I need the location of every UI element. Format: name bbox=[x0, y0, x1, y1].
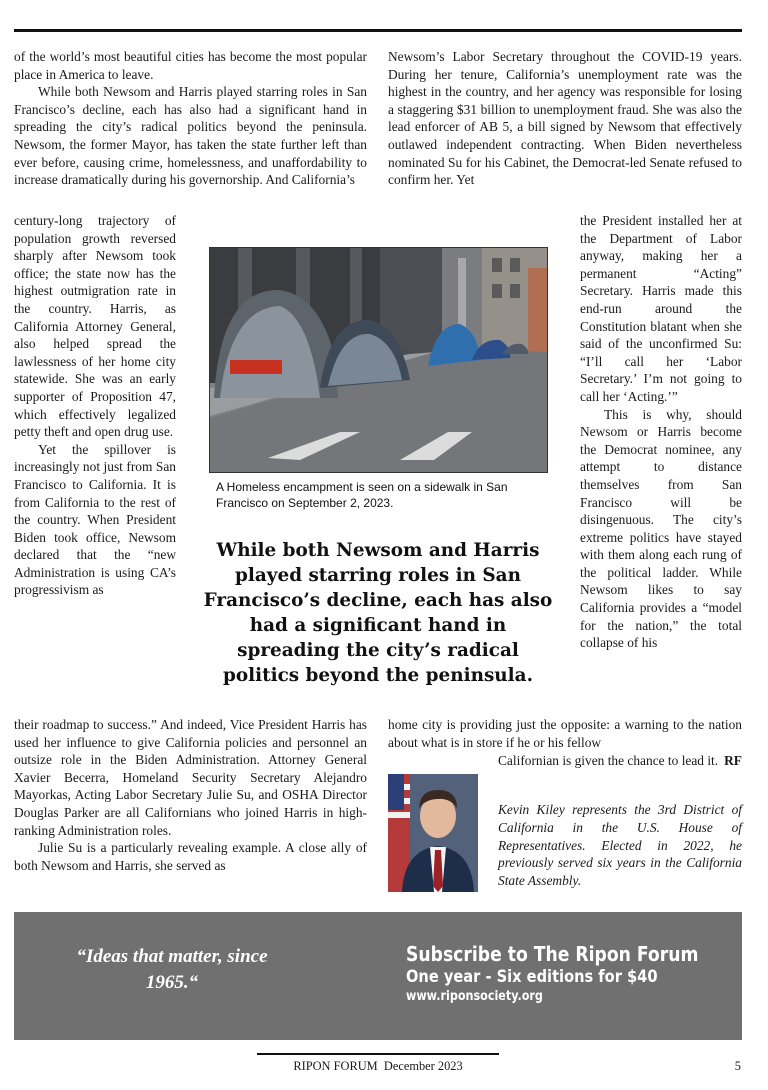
column-left-bottom bbox=[14, 716, 367, 874]
banner-tagline: “Ideas that matter, since 1965.“ bbox=[76, 946, 268, 993]
author-bio: Kevin Kiley represents the 3rd District of California in the U.S. House of Representatives. Elected in 2022, he previously served six years in the California State Assembly. bbox=[498, 802, 742, 889]
paragraph: of the world’s most beautiful cities has become the most popular place in America to leave. bbox=[14, 49, 367, 82]
paragraph: This is why, should Newsom or Harris become the Democrat nominee, any attempt to distance themselves from San Francisco will be disingenuous. The city’s extreme politics have stayed with them along each rung of the political ladder. While Newsom likes to say California provides a “model for the nation,” the total collapse of his bbox=[580, 406, 742, 651]
closing-text: Californian is given the chance to lead it. bbox=[498, 753, 719, 768]
paragraph: their roadmap to success.” And indeed, Vice President Harris has used her influence to give California policies and personnel an outsize role in the Biden Administration. Attorney General Xavier Becerra, Homeland Security Secretary Alejandro Mayorkas, Acting Labor Secretary Julie Su, and OSHA Director Douglas Parker are all Californians who joined Harris in high-ranking Administration roles. bbox=[14, 717, 367, 838]
top-rule bbox=[14, 29, 742, 32]
encampment-photo bbox=[209, 247, 548, 473]
subscribe-url-link[interactable]: www.riponsociety.org bbox=[406, 989, 543, 1004]
subscribe-block[interactable] bbox=[406, 942, 699, 1006]
footer-publication: RIPON FORUM December 2023 bbox=[293, 1059, 463, 1073]
photo-caption: A Homeless encampment is seen on a sidewalk in San Francisco on September 2, 2023. bbox=[216, 480, 508, 510]
paragraph: the President installed her at the Department of Labor anyway, making her a permanent “Acting” Secretary. Harris made this end-run around the Constitution blatant when she said of the unconfirmed Su: “I’ll call her ‘Labor Secretary.’ I’m not going to call her ‘Acting.’” bbox=[580, 213, 742, 404]
paragraph: Julie Su is a particularly revealing example. A close ally of both Newsom and Harris, she served as bbox=[14, 840, 367, 873]
pull-quote: While both Newsom and Harris played starring roles in San Francisco’s decline, each has also had a significant hand in spreading the city’s radical politics beyond the peninsula. bbox=[203, 540, 553, 686]
paragraph: century-long trajectory of population growth reversed sharply after Newsom took office; the state now has the highest outmigration rate in the country. Harris, as California Attorney General, also helped spread the lawlessness of her home city statewide. She was an early supporter of Proposition 47, which effectively legalized petty theft and open drug use. bbox=[14, 213, 176, 440]
paragraph: home city is providing just the opposite: a warning to the nation about what is in store if he or his fellow bbox=[388, 717, 742, 750]
paragraph-end bbox=[498, 752, 742, 770]
column-right-top bbox=[388, 48, 742, 189]
paragraph: Yet the spillover is increasingly not just from San Francisco to California. It is from California to the rest of the country. When President Biden took office, Newsom declared that the “new Administration is using CA’s progressivism as bbox=[14, 441, 176, 598]
paragraph: While both Newsom and Harris played starring roles in San Francisco’s decline, each has also had a significant hand in spreading the city’s radical politics beyond the peninsula. Newsom, the former Mayor, has taken the state further left than ever before, causing crime, homelessness, and unaffordability to increase dramatically during his governorship. And California’s bbox=[14, 84, 367, 188]
column-right-narrow bbox=[580, 212, 742, 652]
page-number: 5 bbox=[734, 1059, 741, 1073]
column-right-bottom bbox=[388, 716, 742, 751]
column-left-top bbox=[14, 48, 367, 189]
author-portrait-illustration bbox=[388, 774, 478, 892]
column-right-end bbox=[498, 752, 742, 770]
column-left-narrow bbox=[14, 212, 176, 599]
subscribe-offer: One year - Six editions for $40 bbox=[406, 967, 658, 987]
encampment-illustration bbox=[210, 248, 547, 472]
paragraph: Newsom’s Labor Secretary throughout the COVID-19 years. During her tenure, California’s unemployment rate was the highest in the country, and her agency was responsible for losing a staggering $31 billion to unemployment fraud. She was also the lead enforcer of AB 5, a bill signed by Newsom that effectively outlawed independent contracting. When Biden nevertheless nominated Su for his Cabinet, the Democrat-led Senate refused to confirm her. Yet bbox=[388, 49, 742, 188]
author-headshot bbox=[388, 774, 478, 892]
footer-rule bbox=[257, 1053, 499, 1055]
subscribe-heading: Subscribe to The Ripon Forum bbox=[406, 942, 699, 966]
signature-mark: RF bbox=[724, 753, 742, 768]
